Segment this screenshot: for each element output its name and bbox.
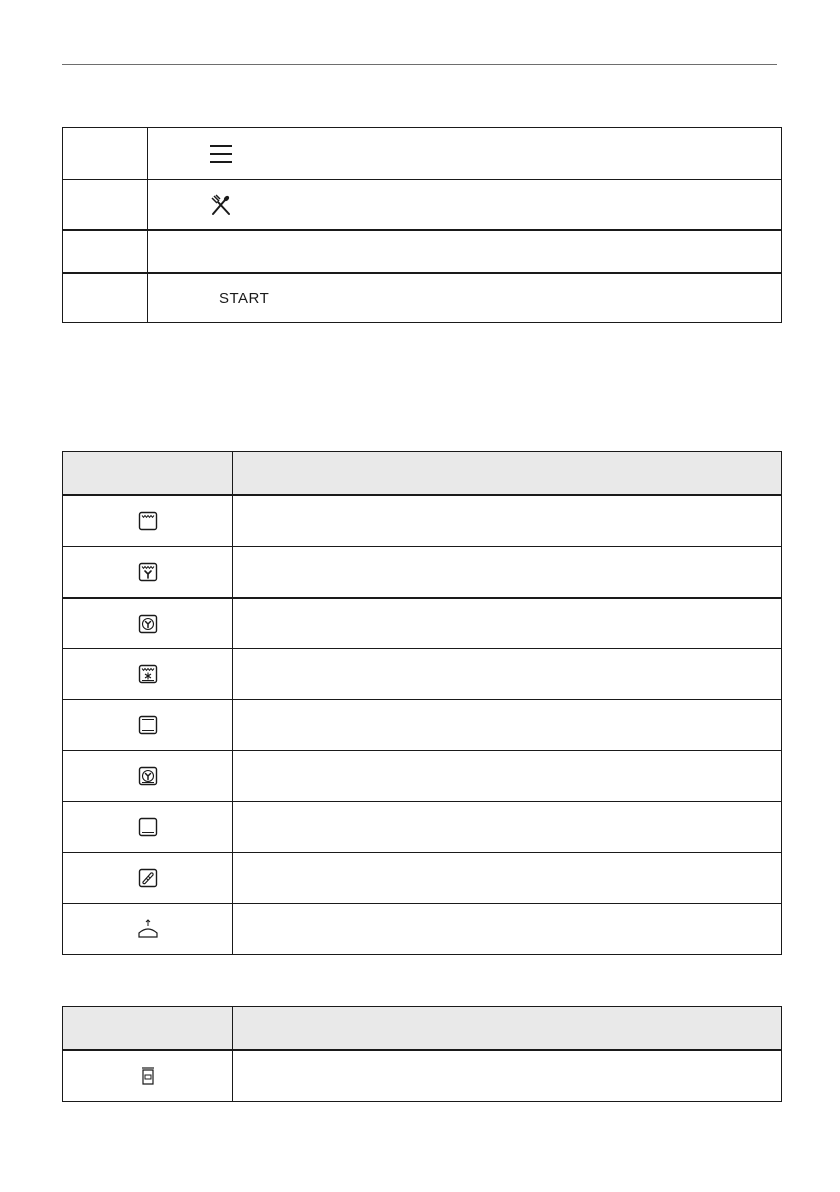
dough-proving-icon [137, 919, 159, 939]
fork-spoon-icon [210, 194, 232, 216]
heating-functions-table [62, 451, 782, 955]
table-row [63, 699, 781, 750]
fan-top-heat-oven-icon [138, 562, 158, 582]
steps-table [62, 127, 782, 323]
table-header [63, 452, 781, 495]
bottom-heat-oven-icon [138, 817, 158, 837]
table-row [63, 750, 781, 801]
header-symbol-cell [63, 1007, 233, 1049]
step-body-cell [148, 180, 781, 229]
top-heat-oven-icon [138, 511, 158, 531]
step-body-cell [148, 128, 781, 179]
step-number-cell [63, 274, 148, 322]
table-row [63, 546, 781, 597]
bread-oven-icon [138, 868, 158, 888]
step-number-cell [63, 180, 148, 229]
table-row [63, 495, 781, 546]
step-row-3 [63, 229, 781, 272]
accessory-table [62, 1006, 782, 1102]
table-row [63, 852, 781, 903]
table-row [63, 597, 781, 648]
step-row-1 [63, 128, 781, 179]
header-function-cell [233, 452, 781, 494]
header-symbol-cell [63, 452, 233, 494]
fan-circle-oven-icon [138, 614, 158, 634]
table-row [63, 903, 781, 954]
food-container-icon [140, 1066, 156, 1086]
step-row-4 [63, 272, 781, 322]
table-row [63, 1050, 781, 1101]
table-row [63, 648, 781, 699]
top-bottom-heat-oven-icon [138, 715, 158, 735]
defrost-top-oven-icon [138, 664, 158, 684]
table-row [63, 801, 781, 852]
top-rule [62, 64, 777, 65]
header-function-cell [233, 1007, 781, 1049]
step-number-cell [63, 128, 148, 179]
fan-heating-oven-icon [138, 766, 158, 786]
step-body-cell [148, 274, 781, 322]
menu-icon [210, 144, 232, 164]
step-body-cell [148, 231, 781, 272]
step-number-cell [63, 231, 148, 272]
start-label: START [219, 289, 270, 307]
step-row-2 [63, 179, 781, 229]
table-header [63, 1007, 781, 1050]
